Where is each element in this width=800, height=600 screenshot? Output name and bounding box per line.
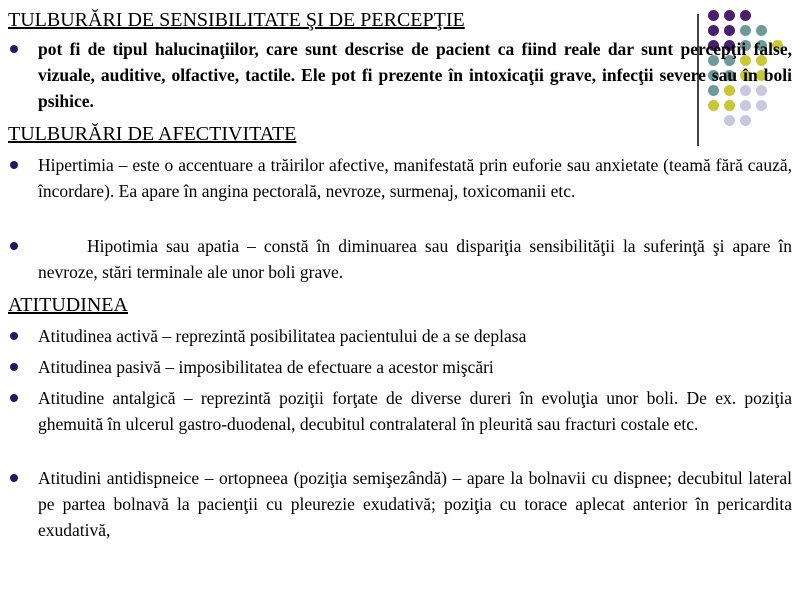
list-item-text: Atitudinea activă – reprezintă posibilitatea pacientului de a se deplasa [38,326,527,346]
bullet-icon [8,354,38,380]
list-item-text: Atitudini antidispneice – ortopneea (poziţia semişezândă) – apare la bolnavii cu dispnee; decubitul lateral pe partea bolnavă la pacienţii cu pleurezie exudativă; poziţia cu torace aplecat anterior în pericardita exudativă, [38,468,792,540]
decorative-dot [724,25,735,36]
bullet-icon [8,152,38,204]
bullet-icon [8,465,38,543]
list-item [8,152,792,204]
list-item-text: Atitudine antalgică – reprezintă poziţii forţate de diverse dureri în evoluţia unor boli. De ex. poziţia ghemuită în ulcerul gastro-duodenal, decubitul contralateral în pleurită sau fracturi costale etc. [38,388,792,434]
heading-atitudinea: ATITUDINEA [8,294,128,316]
list-item [8,354,792,380]
decorative-dot [740,25,751,36]
list-item [8,323,792,349]
bullet-icon [8,233,38,285]
decorative-dot [724,10,735,21]
decorative-dot [756,25,767,36]
decorative-dot [740,10,751,21]
heading-sensibilitate: TULBURĂRI DE SENSIBILITATE ŞI DE PERCEPŢIE [8,9,465,31]
decorative-dot [708,25,719,36]
list-item-text: Hipotimia sau apatia – constă în diminuarea sau dispariţia sensibilităţii la suferinţă şi apare în nevroze, stări terminale ale unor boli grave. [38,236,792,282]
decorative-dot [724,115,735,126]
bullet-icon [8,36,38,114]
list-item [8,385,792,437]
heading-afectivitate: TULBURĂRI DE AFECTIVITATE [8,123,297,145]
decorative-dot [740,115,751,126]
list-item [8,36,792,114]
list-item-text: Atitudinea pasivă – imposibilitatea de efectuare a acestor mişcări [38,357,494,377]
decorative-dot [708,10,719,21]
list-item-text: pot fi de tipul halucinaţiilor, care sunt descrise de pacient ca fiind reale dar sunt percepţii false, vizuale, auditive, olfactive, tactile. Ele pot fi prezente în intoxicaţii grave, infecţii severe sau în boli psihice. [38,39,792,111]
list-item [8,233,792,285]
bullet-icon [8,385,38,437]
list-item-text: Hipertimia – este o accentuare a trăirilor afective, manifestată prin euforie sau anxietate (teamă fără cauză, încordare). Ea apare în angina pectorală, nevroze, surmenaj, toxicomanii etc. [38,155,792,201]
list-item [8,465,792,543]
bullet-icon [8,323,38,349]
